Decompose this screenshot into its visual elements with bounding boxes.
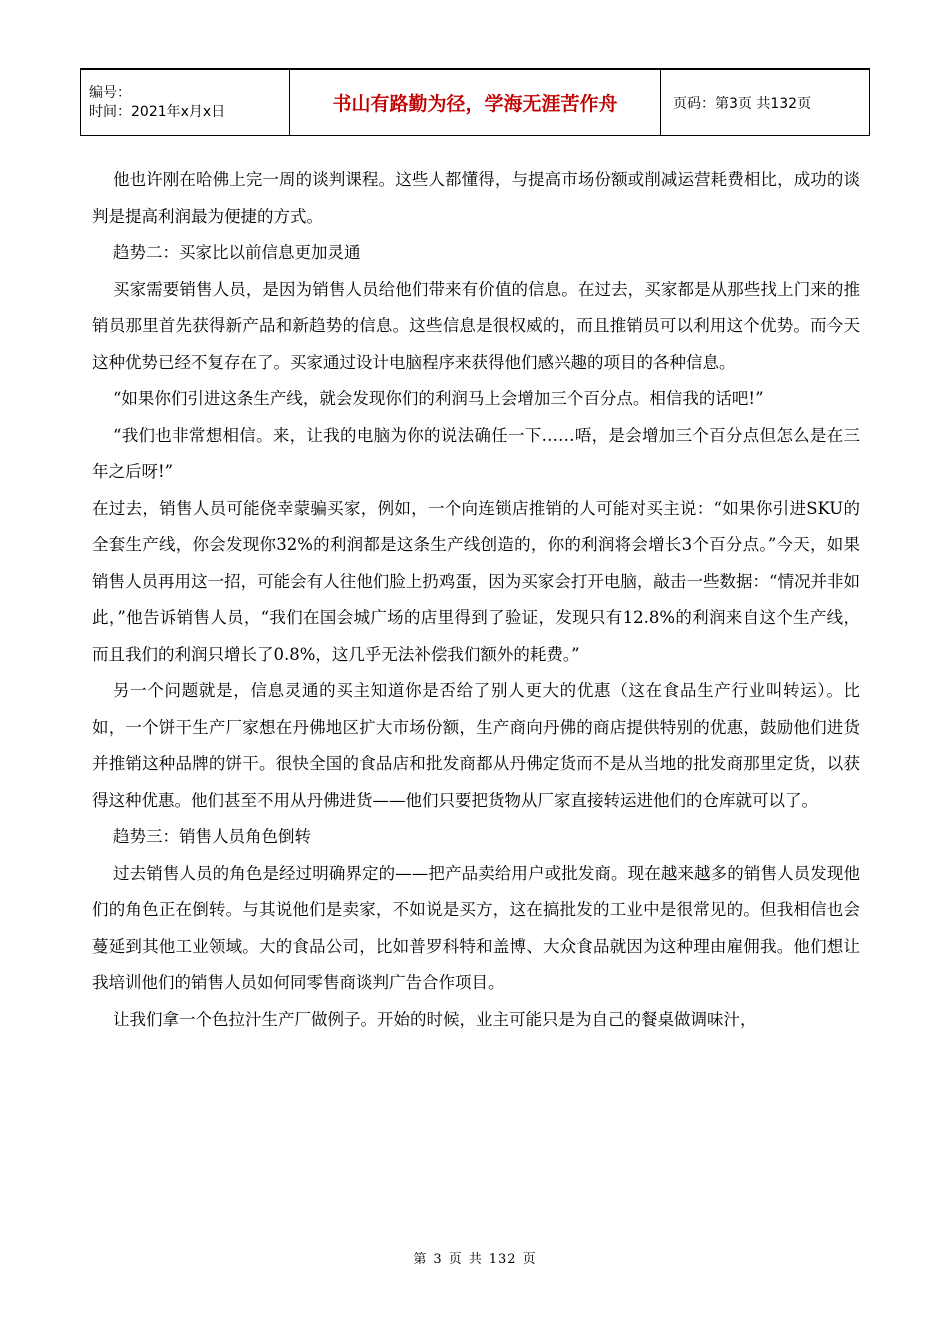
document-date-label: 时间：2021年x月x日: [89, 103, 226, 120]
footer-page-number: 3: [433, 1252, 443, 1267]
footer-total-word: 共: [468, 1252, 483, 1267]
paragraph-quote: “我们也非常想相信。来，让我的电脑为你的说法确任一下……唔，是会增加三个百分点但怎么是在三年之后呀!”: [92, 425, 860, 481]
page-footer: [0, 1248, 950, 1267]
header-page-info: 页码：第3页 共132页: [661, 69, 870, 136]
footer-page-word: 第: [413, 1252, 428, 1267]
header-meta-cell: [81, 69, 290, 136]
section-heading: 趋势三：销售人员角色倒转: [113, 827, 311, 846]
page-header: [80, 68, 870, 136]
paragraph: 过去销售人员的角色是经过明确界定的——把产品卖给用户或批发商。现在越来越多的销售人员发现他们的角色正在倒转。与其说他们是卖家，不如说是买方，这在搞批发的工业中是很常见的。但我相信也会蔓延到其他工业领域。大的食品公司，比如普罗科特和盖博、大众食品就因为这种理由雇佣我。他们想让我培训他们的销售人员如何同零售商谈判广告合作项目。: [92, 863, 860, 992]
paragraph: 在过去，销售人员可能侥幸蒙骗买家，例如，一个向连锁店推销的人可能对买主说：“如果你引进SKU的全套生产线，你会发现你32%的利润都是这条生产线创造的，你的利润将会增长3个百分点。”今天，如果销售人员再用这一招，可能会有人往他们脸上扔鸡蛋，因为买家会打开电脑，敲击一些数据：“情况并非如此，”他告诉销售人员，“我们在国会城广场的店里得到了验证，发现只有12.8%的利润来自这个生产线，而且我们的利润只增长了0.8%，这几乎无法补偿我们额外的耗费。”: [92, 498, 860, 664]
paragraph: 他也许刚在哈佛上完一周的谈判课程。这些人都懂得，与提高市场份额或削减运营耗费相比，成功的谈判是提高利润最为便捷的方式。: [92, 170, 860, 226]
footer-total-number: 132: [488, 1252, 517, 1267]
footer-total-unit: 页: [522, 1252, 537, 1267]
paragraph-quote: “如果你们引进这条生产线，就会发现你们的利润马上会增加三个百分点。相信我的话吧!”: [113, 389, 764, 408]
document-body: [92, 162, 860, 1038]
document-number-label: 编号：: [89, 84, 131, 101]
paragraph: 另一个问题就是，信息灵通的买主知道你是否给了别人更大的优惠（这在食品生产行业叫转运）。比如，一个饼干生产厂家想在丹佛地区扩大市场份额，生产商向丹佛的商店提供特别的优惠，鼓励他们进货并推销这种品牌的饼干。很快全国的食品店和批发商都从丹佛定货而不是从当地的批发商那里定货，以获得这种优惠。他们甚至不用从丹佛进货——他们只要把货物从厂家直接转运进他们的仓库就可以了。: [92, 681, 860, 810]
header-motto: 书山有路勤为径，学海无涯苦作舟: [290, 69, 661, 136]
section-heading: 趋势二：买家比以前信息更加灵通: [113, 243, 361, 262]
footer-page-unit: 页: [448, 1252, 463, 1267]
paragraph: 让我们拿一个色拉汁生产厂做例子。开始的时候，业主可能只是为自己的餐桌做调味汁，: [113, 1009, 757, 1029]
paragraph: 买家需要销售人员，是因为销售人员给他们带来有价值的信息。在过去，买家都是从那些找上门来的推销员那里首先获得新产品和新趋势的信息。这些信息是很权威的，而且推销员可以利用这个优势。而今天这种优势已经不复存在了。买家通过设计电脑程序来获得他们感兴趣的项目的各种信息。: [92, 279, 860, 372]
